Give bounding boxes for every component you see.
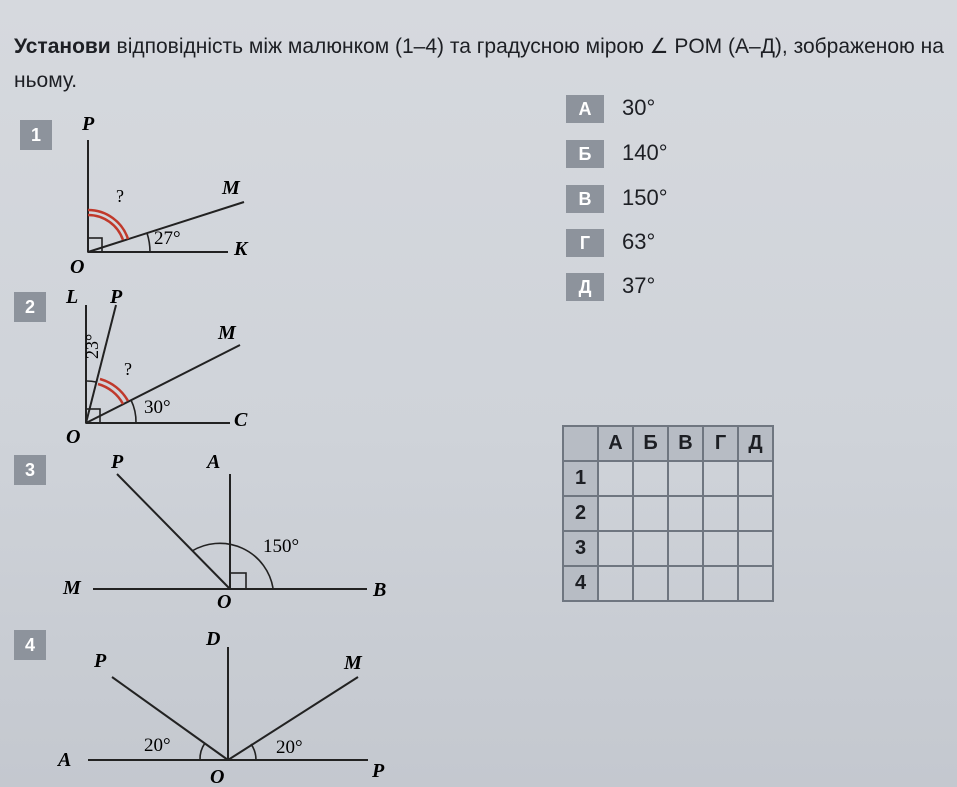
answer-cell[interactable] (668, 496, 703, 531)
task-body: відповідність між малюнком (1–4) та градусною мірою ∠ POM (А–Д), зображеною на ньому. (14, 35, 944, 92)
fig4-label-angle1: 20° (144, 735, 171, 756)
answer-cell[interactable] (633, 461, 668, 496)
answer-cell[interactable] (703, 566, 738, 601)
option-a (566, 93, 706, 125)
option-letter: Г (566, 229, 604, 257)
fig3-label-o: O (217, 591, 232, 613)
option-value: 140° (622, 140, 668, 165)
option-d (566, 271, 706, 303)
answer-cell[interactable] (598, 496, 633, 531)
fig4-label-p1: P (94, 650, 107, 672)
fig4-label-m: M (344, 652, 362, 674)
grid-col-header: Г (703, 426, 738, 461)
option-b (566, 138, 706, 170)
figure-1-diagram (60, 110, 260, 280)
fig1-label-p: P (82, 113, 95, 135)
answer-grid-header (563, 426, 773, 461)
fig2-label-m: M (218, 322, 236, 344)
fig3-label-a: A (207, 451, 221, 473)
figure-3-diagram (55, 448, 405, 618)
fig2-label-angle1: 23° (82, 333, 102, 359)
answer-cell[interactable] (598, 531, 633, 566)
fig2-label-c: C (234, 409, 248, 431)
grid-row-header: 3 (563, 531, 598, 566)
fig4-label-angle2: 20° (276, 737, 303, 758)
figure-2-diagram (58, 283, 258, 448)
fig2-label-p: P (110, 286, 123, 308)
answer-cell[interactable] (738, 531, 773, 566)
figure-4-diagram (50, 625, 400, 787)
fig2-label-question: ? (124, 359, 132, 379)
fig4-label-a: A (58, 749, 72, 771)
grid-col-header: Б (633, 426, 668, 461)
grid-row-header: 2 (563, 496, 598, 531)
option-value: 150° (622, 185, 668, 210)
fig2-label-o: O (66, 426, 81, 448)
answer-cell[interactable] (703, 496, 738, 531)
fig1-label-angle: 27° (154, 228, 181, 249)
fig4-label-p2: P (372, 760, 385, 782)
answer-cell[interactable] (668, 461, 703, 496)
figure-number-4: 4 (14, 630, 46, 660)
answer-cell[interactable] (598, 566, 633, 601)
grid-corner (563, 426, 598, 461)
task-bold-word: Установи (14, 35, 111, 58)
fig1-label-m: M (222, 177, 240, 199)
grid-col-header: А (598, 426, 633, 461)
answer-grid-row (563, 461, 773, 496)
option-v (566, 183, 706, 215)
answer-grid-row (563, 531, 773, 566)
fig3-label-p: P (111, 451, 124, 473)
option-letter: Д (566, 273, 604, 301)
fig1-label-o: O (70, 256, 85, 278)
fig3-label-angle: 150° (263, 536, 300, 557)
fig4-label-o: O (210, 766, 225, 787)
answer-cell[interactable] (668, 566, 703, 601)
figure-number-2: 2 (14, 292, 46, 322)
answer-cell[interactable] (738, 496, 773, 531)
answer-cell[interactable] (668, 531, 703, 566)
figure-number-1: 1 (20, 120, 52, 150)
fig1-label-k: K (234, 238, 248, 260)
option-g (566, 227, 706, 259)
fig2-label-angle2: 30° (144, 397, 171, 418)
task-text (14, 30, 944, 98)
answer-cell[interactable] (598, 461, 633, 496)
grid-row-header: 4 (563, 566, 598, 601)
fig1-label-question: ? (116, 186, 124, 206)
option-value: 63° (622, 229, 656, 254)
fig3-label-b: B (373, 579, 387, 601)
answer-cell[interactable] (738, 566, 773, 601)
option-letter: В (566, 185, 604, 213)
grid-col-header: Д (738, 426, 773, 461)
answer-cell[interactable] (738, 461, 773, 496)
option-value: 30° (622, 95, 656, 120)
grid-col-header: В (668, 426, 703, 461)
fig4-label-d: D (206, 628, 221, 650)
answer-cell[interactable] (633, 531, 668, 566)
answer-cell[interactable] (703, 531, 738, 566)
fig3-label-m: M (63, 577, 81, 599)
answer-grid-row (563, 496, 773, 531)
answer-grid (562, 425, 774, 602)
answer-grid-row (563, 566, 773, 601)
answer-cell[interactable] (703, 461, 738, 496)
option-letter: Б (566, 140, 604, 168)
fig2-label-l: L (66, 286, 79, 308)
option-letter: А (566, 95, 604, 123)
option-value: 37° (622, 273, 656, 298)
answer-cell[interactable] (633, 566, 668, 601)
figure-number-3: 3 (14, 455, 46, 485)
answer-cell[interactable] (633, 496, 668, 531)
grid-row-header: 1 (563, 461, 598, 496)
